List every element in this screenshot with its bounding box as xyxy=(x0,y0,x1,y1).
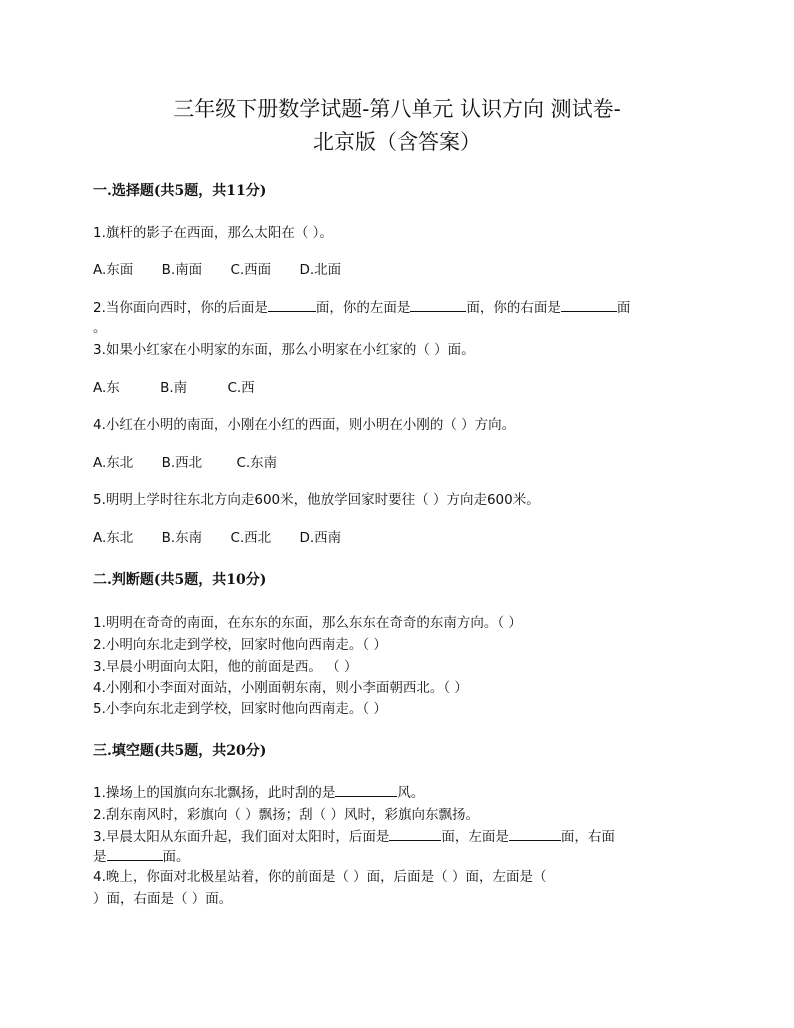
answer-blank xyxy=(410,297,466,312)
option-b: B.西北 xyxy=(161,455,203,471)
option-b: B.南面 xyxy=(161,262,203,278)
question-text: 1.操场上的国旗向东北飘扬，此时刮的是 xyxy=(93,785,336,801)
options-1-3 xyxy=(93,376,279,396)
fill-item-4-cont: ）面，右面是（ ）面。 xyxy=(93,891,233,907)
judge-item-4: 4.小刚和小李面对面站，小刚面朝东南，则小李面朝西北。（ ） xyxy=(93,680,468,696)
options-1-5 xyxy=(93,526,365,546)
option-a: A.东北 xyxy=(93,530,134,546)
option-b: B.南 xyxy=(160,380,188,396)
question-text: 是 xyxy=(93,849,107,865)
question-1-4: 4.小红在小明的南面，小刚在小红的西面，则小明在小刚的（ ）方向。 xyxy=(93,417,516,433)
section-heading-fill: 三.填空题(共5题，共20分) xyxy=(93,743,267,759)
question-1-1: 1.旗杆的影子在西面，那么太阳在（ ）。 xyxy=(93,225,333,241)
judge-item-2: 2.小明向东北走到学校，回家时他向西南走。（ ） xyxy=(93,637,387,653)
option-a: A.东北 xyxy=(93,455,134,471)
options-1-1 xyxy=(93,258,365,278)
question-text: 风。 xyxy=(397,785,425,801)
options-1-4 xyxy=(93,451,301,471)
question-1-2-end: 。 xyxy=(93,320,107,336)
answer-blank xyxy=(509,826,561,841)
fill-item-1 xyxy=(93,781,424,801)
option-d: D.北面 xyxy=(299,262,342,278)
option-c: C.西北 xyxy=(230,530,272,546)
fill-item-4: 4.晚上，你面对北极星站着，你的前面是（ ）面，后面是（ ）面，左面是（ xyxy=(93,869,547,885)
question-1-3: 3.如果小红家在小明家的东面，那么小明家在小红家的（ ）面。 xyxy=(93,342,475,358)
option-a: A.东面 xyxy=(93,262,134,278)
question-text: 面，你的左面是 xyxy=(315,300,411,316)
option-b: B.东南 xyxy=(161,530,203,546)
option-a: A.东 xyxy=(93,380,120,396)
fill-item-3-cont xyxy=(93,845,190,865)
question-text: 面 xyxy=(616,300,631,316)
page-title-line1: 三年级下册数学试题-第八单元 认识方向 测试卷- xyxy=(173,97,621,121)
judge-item-1: 1.明明在奇奇的南面，在东东的东面，那么东东在奇奇的东南方向。（ ） xyxy=(93,615,522,631)
question-text: 面，右面 xyxy=(560,829,615,845)
answer-blank xyxy=(107,846,163,861)
judge-item-3: 3.早晨小明面向太阳，他的前面是西。 （ ） xyxy=(93,659,358,675)
answer-blank xyxy=(268,297,316,312)
question-text: 2.当你面向西时，你的后面是 xyxy=(93,300,268,316)
judge-item-5: 5.小李向东北走到学校，回家时他向西南走。（ ） xyxy=(93,701,387,717)
section-heading-choice: 一.选择题(共5题，共11分) xyxy=(93,183,267,199)
question-1-2 xyxy=(93,296,630,316)
option-d: D.西南 xyxy=(299,530,342,546)
option-c: C.西 xyxy=(227,380,255,396)
question-text: 面，左面是 xyxy=(441,829,509,845)
question-1-5: 5.明明上学时往东北方向走600米，他放学回家时要往（ ）方向走600米。 xyxy=(93,492,540,508)
fill-item-3 xyxy=(93,825,615,845)
question-text: 3.早晨太阳从东面升起，我们面对太阳时，后面是 xyxy=(93,829,390,845)
answer-blank xyxy=(389,826,441,841)
question-text: 面。 xyxy=(162,849,190,865)
answer-blank xyxy=(335,782,397,797)
fill-item-2: 2.刮东南风时，彩旗向（ ）飘扬；刮（ ）风时，彩旗向东飘扬。 xyxy=(93,807,479,823)
section-heading-judge: 二.判断题(共5题，共10分) xyxy=(93,572,267,588)
option-c: C.东南 xyxy=(236,455,278,471)
option-c: C.西面 xyxy=(230,262,272,278)
question-text: 面，你的右面是 xyxy=(466,300,561,316)
page-title-line2: 北京版（含答案） xyxy=(313,130,481,154)
answer-blank xyxy=(561,297,617,312)
